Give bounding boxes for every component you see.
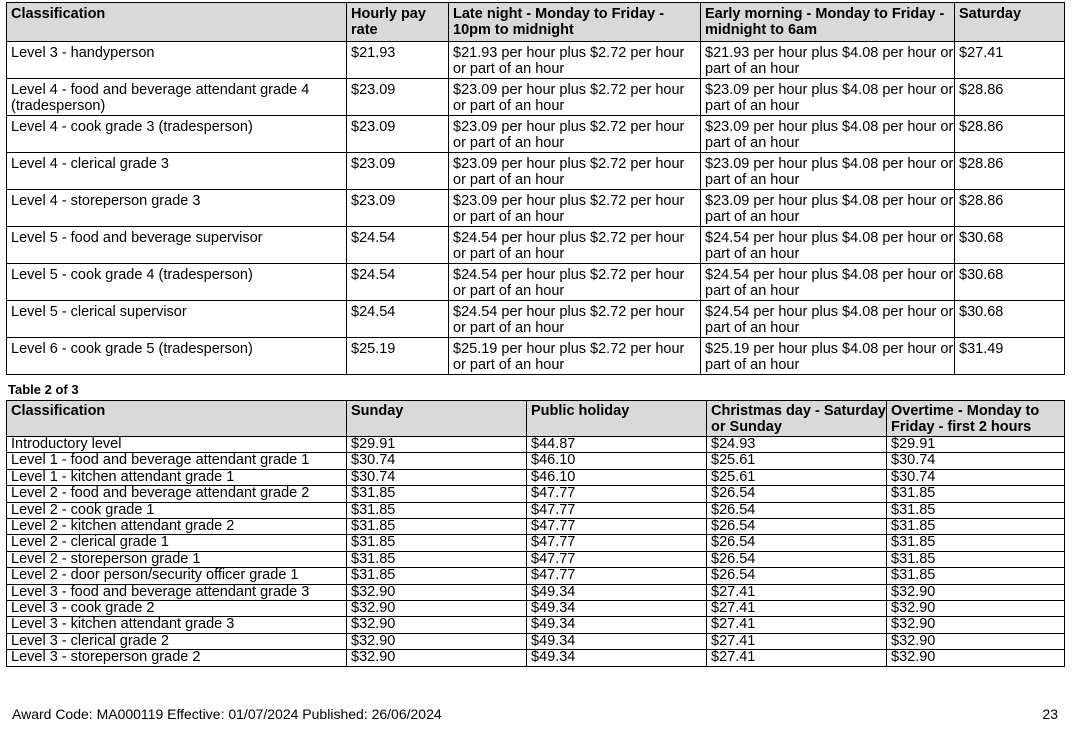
table-cell: $31.85 [887,535,1065,551]
column-header-overtime: Overtime - Monday to Friday - first 2 hours [887,401,1065,437]
table-cell: $26.54 [707,535,887,551]
table-cell: $23.09 per hour plus $4.08 per hour or part of an hour [701,153,955,190]
table-cell: $23.09 per hour plus $2.72 per hour or part of an hour [449,116,701,153]
table-cell: $32.90 [347,601,527,617]
table-cell: $31.85 [887,486,1065,502]
table-row [7,486,1065,502]
table-row [7,338,1065,375]
table-cell: $47.77 [527,502,707,518]
table-cell: $28.86 [955,190,1065,227]
table-row [7,42,1065,79]
table-cell: Level 5 - food and beverage supervisor [7,227,347,264]
table-1-body [7,42,1065,375]
table-cell: $31.85 [347,568,527,584]
table-cell: $27.41 [707,617,887,633]
table-row [7,617,1065,633]
table-cell: $26.54 [707,486,887,502]
table-row [7,551,1065,567]
pay-rates-table-1 [6,2,1065,375]
table-cell: Level 5 - cook grade 4 (tradesperson) [7,264,347,301]
table-cell: Level 1 - kitchen attendant grade 1 [7,469,347,485]
table-cell: $32.90 [887,617,1065,633]
table-cell: $24.54 [347,227,449,264]
table-cell: $24.54 per hour plus $4.08 per hour or part of an hour [701,301,955,338]
table-cell: Level 6 - cook grade 5 (tradesperson) [7,338,347,375]
table-cell: $32.90 [887,650,1065,666]
table-cell: $21.93 per hour plus $4.08 per hour or part of an hour [701,42,955,79]
table-row [7,153,1065,190]
table-row [7,301,1065,338]
table-cell: $24.93 [707,437,887,453]
table-row [7,535,1065,551]
table-cell: $30.74 [887,453,1065,469]
table-cell: $47.77 [527,519,707,535]
table-cell: $23.09 [347,116,449,153]
table-cell: $24.54 per hour plus $4.08 per hour or part of an hour [701,264,955,301]
table-cell: Level 3 - clerical grade 2 [7,633,347,649]
table-cell: $31.85 [347,535,527,551]
table-cell: Level 2 - door person/security officer grade 1 [7,568,347,584]
table-cell: $47.77 [527,535,707,551]
table-cell: $31.85 [887,568,1065,584]
table-cell: $30.68 [955,227,1065,264]
table-row [7,650,1065,666]
table-cell: Level 2 - cook grade 1 [7,502,347,518]
table-cell: $28.86 [955,116,1065,153]
table-cell: $31.85 [347,502,527,518]
table-cell: $23.09 per hour plus $2.72 per hour or part of an hour [449,153,701,190]
table-cell: $24.54 per hour plus $2.72 per hour or part of an hour [449,227,701,264]
column-header-late-night: Late night - Monday to Friday - 10pm to midnight [449,3,701,42]
award-info: Award Code: MA000119 Effective: 01/07/2024 Published: 26/06/2024 [12,706,442,722]
table-cell: $23.09 per hour plus $2.72 per hour or part of an hour [449,190,701,227]
table-cell: $27.41 [707,633,887,649]
table-cell: $21.93 per hour plus $2.72 per hour or part of an hour [449,42,701,79]
table-row [7,584,1065,600]
table-cell: $49.34 [527,633,707,649]
table-cell: Level 1 - food and beverage attendant grade 1 [7,453,347,469]
table-cell: $25.19 [347,338,449,375]
table-cell: $24.54 per hour plus $2.72 per hour or part of an hour [449,301,701,338]
table-cell: $49.34 [527,601,707,617]
table-cell: $25.19 per hour plus $2.72 per hour or part of an hour [449,338,701,375]
table-cell: $32.90 [887,601,1065,617]
table-row [7,568,1065,584]
table-row [7,469,1065,485]
table-cell: $31.49 [955,338,1065,375]
table-cell: Level 2 - storeperson grade 1 [7,551,347,567]
table-header-row [7,3,1065,42]
table-header-row [7,401,1065,437]
table-cell: $26.54 [707,568,887,584]
table-row [7,79,1065,116]
table-2-caption: Table 2 of 3 [8,382,79,397]
table-cell: $32.90 [887,633,1065,649]
column-header-hourly-pay-rate: Hourly pay rate [347,3,449,42]
table-cell: Level 4 - food and beverage attendant grade 4 (tradesperson) [7,79,347,116]
table-row [7,633,1065,649]
column-header-sunday: Sunday [347,401,527,437]
table-cell: Level 4 - storeperson grade 3 [7,190,347,227]
column-header-early-morning: Early morning - Monday to Friday - midnight to 6am [701,3,955,42]
table-cell: Level 5 - clerical supervisor [7,301,347,338]
table-cell: $28.86 [955,79,1065,116]
column-header-christmas-day: Christmas day - Saturday or Sunday [707,401,887,437]
table-cell: $32.90 [347,584,527,600]
table-cell: $30.74 [887,469,1065,485]
table-cell: $26.54 [707,519,887,535]
table-cell: $31.85 [347,519,527,535]
column-header-saturday: Saturday [955,3,1065,42]
table-cell: $28.86 [955,153,1065,190]
table-cell: $23.09 per hour plus $4.08 per hour or part of an hour [701,79,955,116]
table-cell: $23.09 [347,79,449,116]
table-cell: $26.54 [707,502,887,518]
table-cell: Level 3 - cook grade 2 [7,601,347,617]
table-cell: $29.91 [887,437,1065,453]
table-cell: $27.41 [707,650,887,666]
table-row [7,453,1065,469]
table-row [7,116,1065,153]
table-cell: $23.09 [347,190,449,227]
table-cell: $47.77 [527,551,707,567]
table-cell: $49.34 [527,584,707,600]
table-cell: $26.54 [707,551,887,567]
table-cell: $31.85 [887,502,1065,518]
table-row [7,601,1065,617]
table-row [7,190,1065,227]
table-cell: Introductory level [7,437,347,453]
table-cell: $24.54 per hour plus $4.08 per hour or part of an hour [701,227,955,264]
table-row [7,502,1065,518]
table-cell: $23.09 per hour plus $4.08 per hour or part of an hour [701,190,955,227]
table-cell: $32.90 [347,650,527,666]
table-cell: $29.91 [347,437,527,453]
table-cell: $31.85 [347,486,527,502]
table-cell: $30.74 [347,469,527,485]
table-cell: Level 3 - food and beverage attendant grade 3 [7,584,347,600]
table-cell: $44.87 [527,437,707,453]
table-cell: $25.61 [707,453,887,469]
table-cell: $49.34 [527,650,707,666]
table-cell: Level 2 - clerical grade 1 [7,535,347,551]
table-cell: Level 3 - kitchen attendant grade 3 [7,617,347,633]
table-row [7,227,1065,264]
table-row [7,519,1065,535]
table-cell: Level 4 - clerical grade 3 [7,153,347,190]
table-cell: $31.85 [347,551,527,567]
table-row [7,437,1065,453]
table-cell: $47.77 [527,568,707,584]
table-cell: $47.77 [527,486,707,502]
table-cell: $31.85 [887,519,1065,535]
table-cell: $27.41 [707,584,887,600]
table-cell: Level 3 - handyperson [7,42,347,79]
table-cell: Level 2 - food and beverage attendant grade 2 [7,486,347,502]
table-cell: $23.09 [347,153,449,190]
table-2-body [7,437,1065,667]
table-cell: $24.54 [347,264,449,301]
table-cell: $24.54 per hour plus $2.72 per hour or part of an hour [449,264,701,301]
table-cell: Level 3 - storeperson grade 2 [7,650,347,666]
column-header-classification: Classification [7,3,347,42]
table-row [7,264,1065,301]
page-number: 23 [1042,706,1058,722]
table-cell: $25.19 per hour plus $4.08 per hour or part of an hour [701,338,955,375]
pay-rates-table-2 [6,400,1065,667]
table-cell: $23.09 per hour plus $2.72 per hour or part of an hour [449,79,701,116]
table-cell: $32.90 [887,584,1065,600]
table-cell: $49.34 [527,617,707,633]
table-cell: $24.54 [347,301,449,338]
table-cell: $27.41 [707,601,887,617]
table-cell: Level 4 - cook grade 3 (tradesperson) [7,116,347,153]
table-cell: $46.10 [527,469,707,485]
table-cell: $32.90 [347,633,527,649]
column-header-classification: Classification [7,401,347,437]
table-cell: $25.61 [707,469,887,485]
table-cell: $23.09 per hour plus $4.08 per hour or part of an hour [701,116,955,153]
table-cell: $30.68 [955,264,1065,301]
table-cell: $30.74 [347,453,527,469]
table-cell: $32.90 [347,617,527,633]
table-cell: Level 2 - kitchen attendant grade 2 [7,519,347,535]
column-header-public-holiday: Public holiday [527,401,707,437]
table-cell: $30.68 [955,301,1065,338]
table-cell: $46.10 [527,453,707,469]
table-cell: $31.85 [887,551,1065,567]
table-cell: $27.41 [955,42,1065,79]
table-cell: $21.93 [347,42,449,79]
